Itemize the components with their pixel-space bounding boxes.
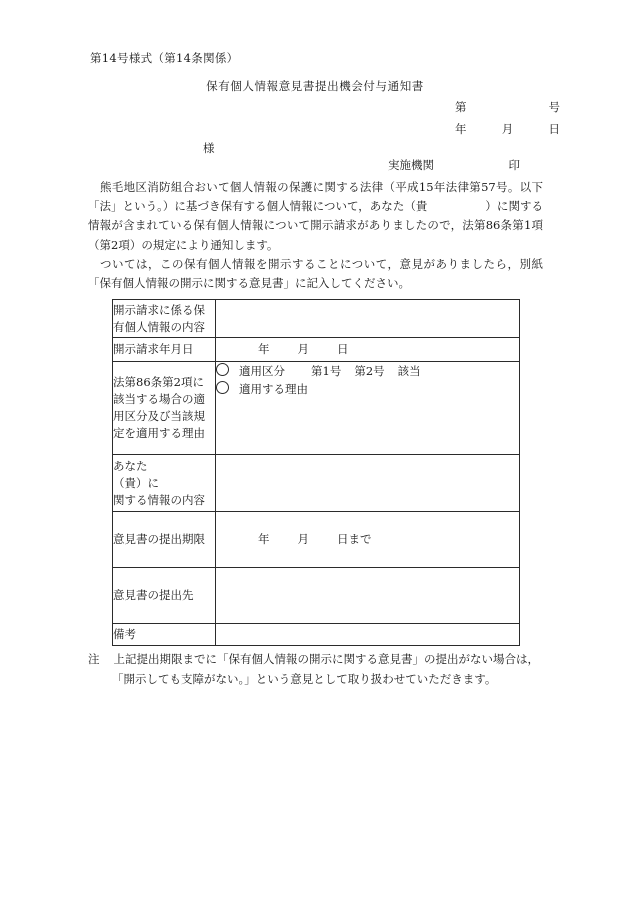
- row-value-submission-deadline[interactable]: [216, 512, 520, 568]
- label-char: 示: [124, 342, 136, 356]
- row-value-disclosure-content[interactable]: [216, 300, 520, 338]
- checkbox-option-reason[interactable]: [216, 380, 519, 398]
- checkbox-option-category[interactable]: [216, 362, 519, 380]
- deadline-placeholder: [258, 531, 372, 548]
- label-char: あ: [113, 458, 125, 473]
- table-row: [113, 300, 520, 338]
- month-label: 月: [297, 532, 309, 546]
- option-label: 適用区分: [239, 364, 285, 378]
- label-char: た: [136, 458, 148, 473]
- option-item[interactable]: 第1号: [311, 364, 342, 378]
- label-char: 見: [124, 588, 136, 602]
- date-day-label: 日: [548, 122, 560, 136]
- label-char: （貴: [113, 475, 136, 490]
- para1-line1: 熊毛地区消防組合おいて個人情報の保護に関する法律（平成15年法律第57号。以下: [100, 180, 543, 194]
- day-label: 日まで: [337, 532, 372, 546]
- table-row: [113, 568, 520, 624]
- label-char: な: [124, 458, 136, 473]
- para1-line2-b: ）に関す: [485, 199, 532, 214]
- option-item[interactable]: 該当: [397, 364, 421, 378]
- table-row: [113, 362, 520, 455]
- note-text-1: 上記提出期限までに「保有個人情報の開示に関する意見書」の提出がない場合は，: [113, 652, 539, 666]
- row-label-submission-deadline: [113, 512, 216, 568]
- body-text: [88, 178, 543, 293]
- document-date-line: [455, 121, 560, 137]
- date-year-label: 年: [455, 122, 467, 136]
- label-line: 関する情報の内容: [113, 492, 205, 507]
- row-value-remarks[interactable]: [216, 624, 520, 646]
- label-line: [113, 475, 215, 492]
- row-value-request-date[interactable]: [216, 338, 520, 362]
- circle-checkbox-icon[interactable]: [216, 363, 229, 376]
- para2-line1: ついては，この保有個人情報を開示することについて，意見がありましたら，別紙: [100, 256, 543, 271]
- para1-line3: る情報が含まれている保有個人情報について開示請求がありましたので，法第86条第1: [88, 199, 543, 233]
- row-label-disclosure-content: [113, 300, 216, 338]
- label-line: 用区分及び当該規: [113, 409, 205, 423]
- date-month-label: 月: [501, 122, 514, 136]
- label-line: [113, 587, 215, 604]
- para1-line4: 項（第2項）の規定により通知します。: [88, 218, 543, 252]
- seal-icon: 印: [508, 158, 520, 172]
- label-line: 法第86条第2項に: [113, 375, 204, 389]
- footer-note: [88, 650, 546, 689]
- para1-line2-a: 「法」という。）に基づき保有する個人情報について，あなた（貴: [88, 199, 428, 214]
- label-char: 書: [136, 588, 148, 602]
- label-char: 請: [136, 342, 148, 356]
- label-char: 月: [170, 342, 182, 356]
- row-label-applicable-category: [113, 362, 216, 455]
- label-line: 意見書の提出期限: [113, 532, 205, 546]
- notification-table: [112, 299, 520, 646]
- circle-checkbox-icon[interactable]: [216, 381, 229, 394]
- label-line: 開示請求に係る保: [113, 302, 205, 317]
- year-label: 年: [258, 532, 270, 546]
- label-char: 求: [147, 342, 159, 356]
- date-placeholder: [258, 341, 349, 358]
- option-label: 適用する理由: [239, 382, 308, 396]
- label-char: ）に: [136, 475, 159, 490]
- row-label-submission-destination: [113, 568, 216, 624]
- label-line: 有個人情報の内容: [113, 319, 205, 334]
- form-number: 第14号様式（第14条関係）: [90, 51, 239, 65]
- option-item[interactable]: 第2号: [354, 364, 385, 378]
- day-label: 日: [337, 342, 349, 356]
- para2-line2: 「保有個人情報の開示に関する意見書」に記入してください。: [88, 276, 410, 291]
- label-line: 定を適用する理由: [113, 426, 205, 440]
- row-label-request-date: [113, 338, 216, 362]
- label-char: 日: [182, 342, 194, 356]
- label-char: 開: [113, 342, 125, 356]
- label-line: 該当する場合の適: [113, 392, 205, 406]
- table-row: [113, 338, 520, 362]
- note-marker: 注: [88, 652, 100, 666]
- number-unit: 号: [548, 100, 560, 114]
- table-row: [113, 624, 520, 646]
- label-char: 備: [113, 627, 125, 641]
- label-line: [113, 458, 215, 475]
- label-char: 提: [159, 588, 171, 602]
- month-label: 月: [297, 342, 309, 356]
- row-label-remarks: [113, 624, 216, 646]
- row-value-applicable-category[interactable]: [216, 362, 520, 455]
- row-value-submission-destination[interactable]: [216, 568, 520, 624]
- table-row: [113, 455, 520, 512]
- row-value-your-information[interactable]: [216, 455, 520, 512]
- label-char: 考: [124, 627, 136, 641]
- note-line-1: [88, 650, 546, 670]
- document-number-line: [455, 99, 560, 115]
- agency-label: 実施機関: [388, 158, 434, 172]
- label-char: 年: [159, 342, 171, 356]
- row-label-your-information: [113, 455, 216, 512]
- label-char: 意: [113, 588, 125, 602]
- label-char: の: [147, 588, 159, 602]
- label-line: [113, 341, 215, 358]
- body-paragraph-1: [88, 178, 543, 255]
- document-title: 保有個人情報意見書提出機会付与通知書: [206, 79, 424, 93]
- table-row: [113, 512, 520, 568]
- label-char: 出: [170, 588, 182, 602]
- body-paragraph-2: [88, 255, 543, 293]
- issuing-agency-line: [388, 157, 520, 173]
- note-line-2: 「開示しても支障がない。」という意見として取り扱わせていただきます。: [112, 671, 497, 686]
- addressee-honorific: 様: [203, 141, 215, 155]
- label-line: [113, 626, 215, 643]
- year-label: 年: [258, 342, 270, 356]
- label-char: 先: [182, 588, 194, 602]
- number-label: 第: [455, 100, 467, 114]
